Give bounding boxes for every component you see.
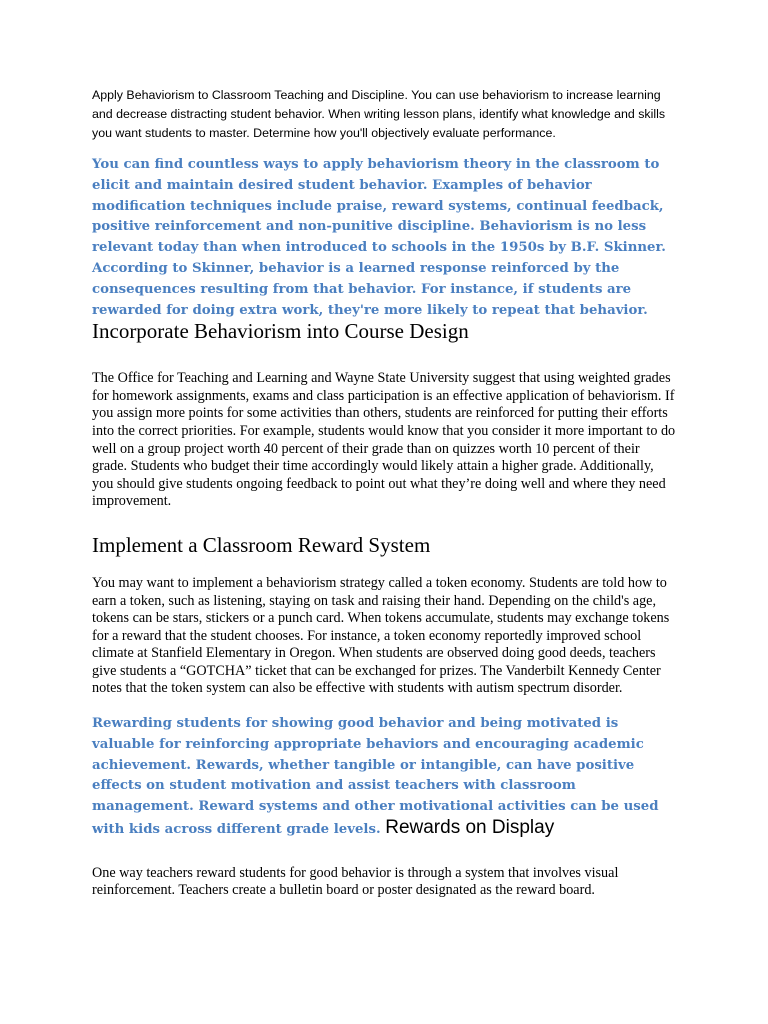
highlight-paragraph-behaviorism <box>92 155 678 346</box>
paragraph-weighted-grades: The Office for Teaching and Learning and Wayne State University suggest that using weighted grades for homework assignments, exams and class participation is an effective application of behaviorism. If you assign more points for some activities than others, students are reinforced for putting their efforts into the correct priorities. For example, students would know that you consider it more important to do well on a group project worth 40 percent of their grade than on quizzes worth 10 percent of their grade. Students who budget their time accordingly would likely attain a higher grade. Additionally, you should give students ongoing feedback to point out what they’re doing well and where they need improvement. <box>92 370 676 510</box>
intro-paragraph: Apply Behaviorism to Classroom Teaching and Discipline. You can use behaviorism to increase learning and decrease distracting student behavior. When writing lesson plans, identify what knowledge and skills you want students to master. Determine how you'll objectively evaluate performance. <box>92 88 666 140</box>
heading-reward-system: Implement a Classroom Reward System <box>92 532 431 557</box>
paragraph-token-economy: You may want to implement a behaviorism strategy called a token economy. Students are told how to earn a token, such as listening, staying on task and raising their hand. Depending on the child's age, tokens can be stars, stickers or a punch card. When tokens accumulate, students may exchange tokens for a reward that the student chooses. For instance, a token economy reportedly improved school climate at Stanfield Elementary in Oregon. When students are observed doing good deeds, teachers give students a “GOTCHA” ticket that can be exchanged for prizes. The Vanderbilt Kennedy Center notes that the token system can also be effective with students with autism spectrum disorder. <box>92 574 670 697</box>
document-page <box>92 86 678 900</box>
heading-rewards-display: Rewards on Display <box>385 817 555 839</box>
highlight-paragraph-rewards <box>92 714 678 841</box>
highlight-paragraph-text: Rewarding students for showing good behavior and being motivated is valuable for reinforcing appropriate behaviors and encouraging academic achievement. Rewards, whether tangible or intangible, can have positive effects on student motivation and assist teachers with classroom management. Reward systems and other motivational activities can be used with kids across different grade levels. <box>92 716 659 838</box>
paragraph-visual-reinforcement: One way teachers reward students for good behavior is through a system that involves visual reinforcement. Teachers create a bulletin board or poster designated as the reward board. <box>92 864 619 899</box>
highlight-paragraph-text: You can find countless ways to apply behaviorism theory in the classroom to elicit and maintain desired student behavior. Examples of behavior modification techniques include praise, reward systems, continual feedback, positive reinforcement and non-punitive discipline. Behaviorism is no less relevant today than when introduced to schools in the 1950s by B.F. Skinner. According to Skinner, behavior is a learned response reinforced by the consequences resulting from that behavior. For instance, if students are rewarded for doing extra work, they're more likely to repeat that behavior. <box>92 157 666 318</box>
heading-course-design: Incorporate Behaviorism into Course Design <box>92 319 469 344</box>
